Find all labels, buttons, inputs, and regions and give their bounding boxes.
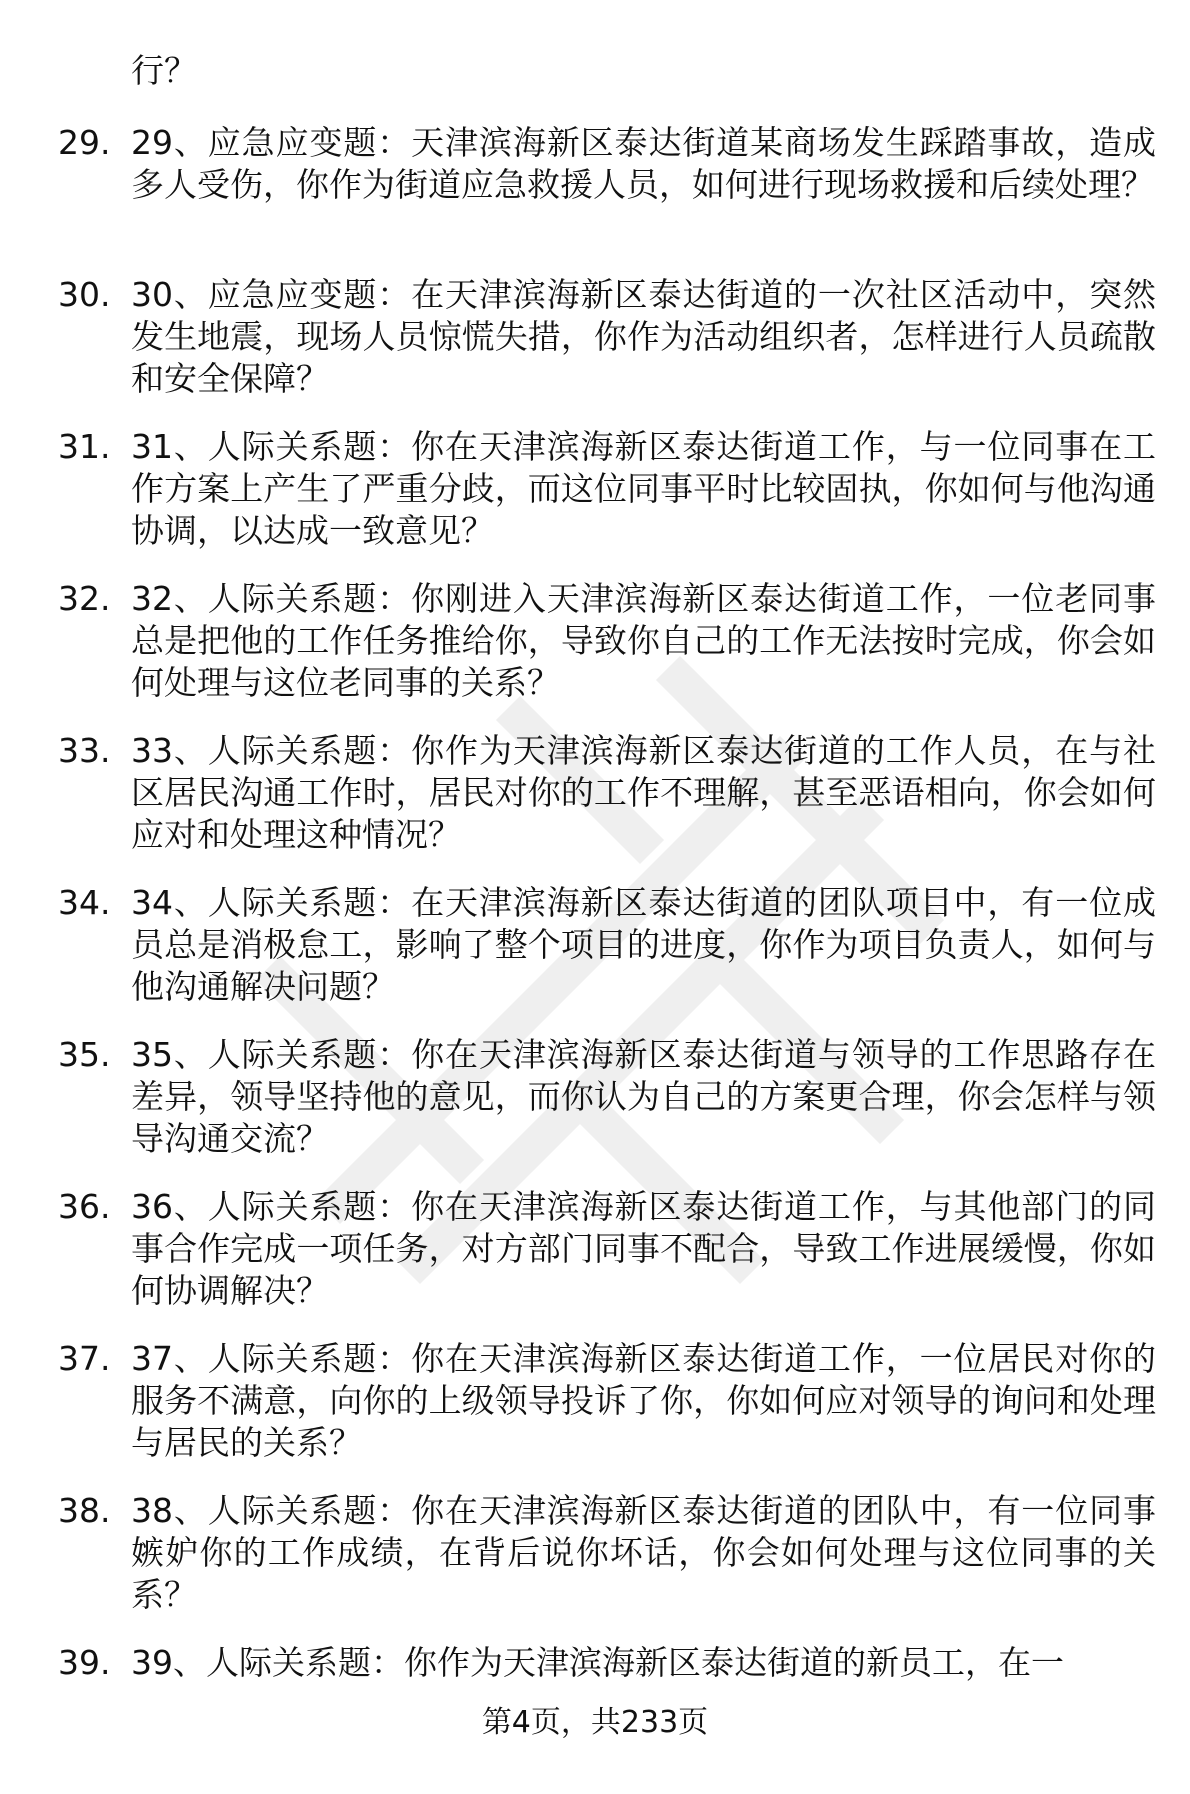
question-item xyxy=(0,274,1190,426)
question-item xyxy=(0,1338,1190,1490)
question-list xyxy=(0,122,1190,1794)
question-text: 33、人际关系题：你作为天津滨海新区泰达街道的工作人员，在与社区居民沟通工作时，居民对你的工作不理解，甚至恶语相向，你会如何应对和处理这种情况？ xyxy=(131,731,1156,854)
question-number: 30. xyxy=(58,275,111,314)
question-item xyxy=(0,1034,1190,1186)
question-number: 29. xyxy=(58,123,111,162)
question-text: 37、人际关系题：你在天津滨海新区泰达街道工作，一位居民对你的服务不满意，向你的上级领导投诉了你，你如何应对领导的询问和处理与居民的关系？ xyxy=(131,1339,1156,1462)
question-text: 36、人际关系题：你在天津滨海新区泰达街道工作，与其他部门的同事合作完成一项任务，对方部门同事不配合，导致工作进展缓慢，你如何协调解决？ xyxy=(131,1187,1156,1310)
page-footer: 第4页，共233页 xyxy=(481,1705,709,1740)
question-item xyxy=(0,1490,1190,1642)
question-number: 39. xyxy=(58,1643,111,1682)
question-text: 29、应急应变题：天津滨海新区泰达街道某商场发生踩踏事故，造成多人受伤，你作为街道应急救援人员，如何进行现场救援和后续处理？ xyxy=(131,123,1156,204)
question-text: 38、人际关系题：你在天津滨海新区泰达街道的团队中，有一位同事嫉妒你的工作成绩，在背后说你坏话，你会如何处理与这位同事的关系？ xyxy=(131,1491,1156,1614)
question-text: 30、应急应变题：在天津滨海新区泰达街道的一次社区活动中，突然发生地震，现场人员惊慌失措，你作为活动组织者，怎样进行人员疏散和安全保障？ xyxy=(131,275,1156,398)
question-number: 33. xyxy=(58,731,111,770)
question-item xyxy=(0,122,1190,274)
question-text: 39、人际关系题：你作为天津滨海新区泰达街道的新员工，在一 xyxy=(131,1643,1064,1682)
question-number: 34. xyxy=(58,883,111,922)
question-text: 35、人际关系题：你在天津滨海新区泰达街道与领导的工作思路存在差异，领导坚持他的意见，而你认为自己的方案更合理，你会怎样与领导沟通交流？ xyxy=(131,1035,1156,1158)
continuation-line: 行？ xyxy=(131,51,197,90)
question-number: 37. xyxy=(58,1339,111,1378)
question-text: 32、人际关系题：你刚进入天津滨海新区泰达街道工作，一位老同事总是把他的工作任务推给你，导致你自己的工作无法按时完成，你会如何处理与这位老同事的关系？ xyxy=(131,579,1156,702)
question-item xyxy=(0,578,1190,730)
question-number: 38. xyxy=(58,1491,111,1530)
question-text: 31、人际关系题：你在天津滨海新区泰达街道工作，与一位同事在工作方案上产生了严重分歧，而这位同事平时比较固执，你如何与他沟通协调，以达成一致意见？ xyxy=(131,427,1156,550)
question-item xyxy=(0,730,1190,882)
question-text: 34、人际关系题：在天津滨海新区泰达街道的团队项目中，有一位成员总是消极怠工，影响了整个项目的进度，你作为项目负责人，如何与他沟通解决问题？ xyxy=(131,883,1156,1006)
question-number: 35. xyxy=(58,1035,111,1074)
question-number: 31. xyxy=(58,427,111,466)
question-number: 32. xyxy=(58,579,111,618)
question-number: 36. xyxy=(58,1187,111,1226)
question-item xyxy=(0,882,1190,1034)
question-item xyxy=(0,426,1190,578)
question-item xyxy=(0,1186,1190,1338)
